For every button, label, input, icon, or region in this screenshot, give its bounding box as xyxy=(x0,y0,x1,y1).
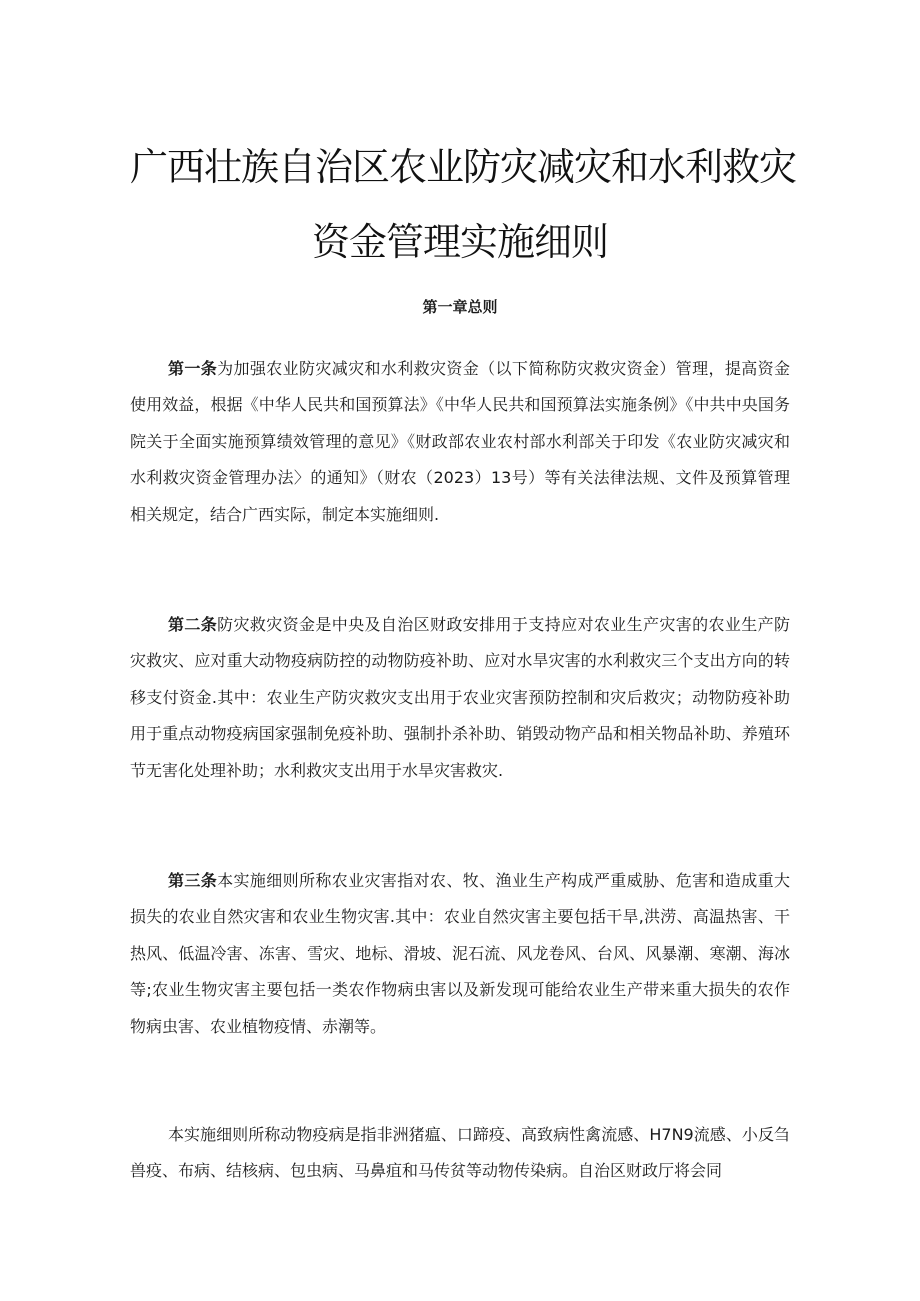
document-title-line-1: 广西壮族自治区农业防灾减灾和水利救灾 xyxy=(130,145,797,189)
article-1-label: 第一条 xyxy=(168,359,218,378)
article-3-label: 第三条 xyxy=(168,871,218,890)
article-1 xyxy=(130,351,790,533)
article-2-label: 第二条 xyxy=(168,615,218,634)
article-3-text: 本实施细则所称农业灾害指对农、牧、渔业生产构成严重威胁、危害和造成重大损失的农业自然灾害和农业生物灾害.其中：农业自然灾害主要包括干旱,洪涝、高温热害、干热风、低温冷害、冻害、雪灾、地标、滑坡、泥石流、风龙卷风、台风、风暴潮、寒潮、海冰等;农业生物灾害主要包括一类农作物病虫害以及新发现可能给农业生产带来重大损失的农作物病虫害、农业植物疫情、赤潮等。 xyxy=(130,871,790,1036)
document-title-line-2: 资金管理实施细则 xyxy=(311,220,608,264)
article-3 xyxy=(130,863,790,1045)
paragraph-animal-diseases: 本实施细则所称动物疫病是指非洲猪瘟、口蹄疫、高致病性禽流感、H7N9流感、小反刍兽疫、布病、结核病、包虫病、马鼻疽和马传贫等动物传染病。自治区财政厅将会同 xyxy=(130,1125,790,1181)
article-2-text: 防灾救灾资金是中央及自治区财政安排用于支持应对农业生产灾害的农业生产防灾救灾、应对重大动物疫病防控的动物防疫补助、应对水旱灾害的水利救灾三个支出方向的转移支付资金.其中：农业生产防灾救灾支出用于农业灾害预防控制和灾后救灾；动物防疫补助用于重点动物疫病国家强制免疫补助、强制扑杀补助、销毁动物产品和相关物品补助、养殖环节无害化处理补助；水利救灾支出用于水旱灾害救灾. xyxy=(130,615,790,780)
article-1-text: 为加强农业防灾减灾和水利救灾资金（以下简称防灾救灾资金）管理，提高资金使用效益，根据《中华人民共和国预算法》《中华人民共和国预算法实施条例》《中共中央国务院关于全面实施预算绩效管理的意见》《财政部农业农村部水利部关于印发《农业防灾减灾和水利救灾资金管理办法〉的通知》（财农（2023）13号）等有关法律法规、文件及预算管理相关规定，结合广西实际，制定本实施细则. xyxy=(130,359,790,524)
chapter-heading: 第一章总则 xyxy=(422,298,498,316)
article-2 xyxy=(130,607,790,789)
